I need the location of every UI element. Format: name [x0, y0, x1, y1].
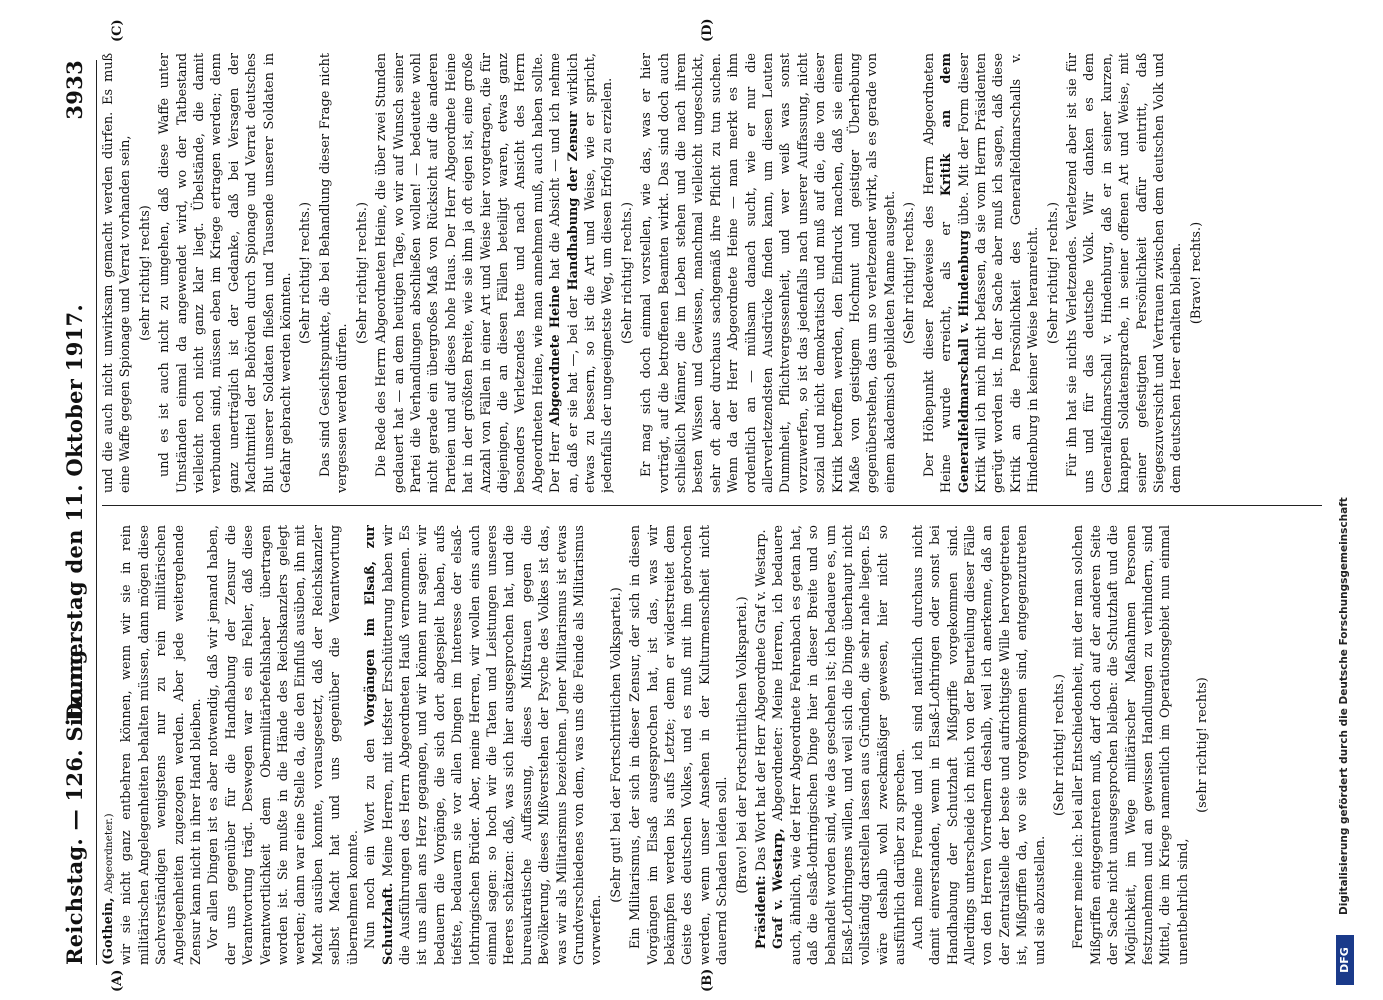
paragraph-body: Meine Herren, mit tiefster Erschütterung haben wir die Ausführungen des Herrn Abgeordneten Hauß vernommen. Es ist uns allen ans Herz gegangen, und wir können nur sagen: wir bedauern die Vorgänge, die sich dort abgespielt haben, aufs tiefste, bedauern sie vor allen Dingen im Interesse der elsaß-lothringischen Brüder. Aber, meine Herren, wir wollen eins auch einmal sagen: so hoch wir die Taten und Leistungen unseres Heeres schätzen: daß, was sich hier ausgesprochen hat, und die bureaukratische Auffassung, dieses Mißtrauen gegen die Bevölkerung, dieses Mißverstehen der Psyche des Volkes ist das, was wir als Militarismus bezeichnen. Jener Militarismus ist etwas Grundverschiedenes von dem, was uns die Feinde als Militarismus vorwerfen.: [380, 525, 605, 965]
paragraph-body: Das Wort hat der Herr Abgeordnete Graf v. Westarp.: [754, 529, 770, 872]
paragraph: [770, 525, 909, 965]
paragraph: und die auch nicht unwirksam gemacht werden dürfen. Es muß eine Waffe gegen Spionage und Verrat vorhanden sein,: [101, 53, 134, 493]
paragraph: [362, 525, 606, 965]
speaker-name: (Gothein,: [101, 897, 116, 965]
paragraph-lead: Nun noch ein Wort zu den: [363, 738, 379, 949]
paragraph: Vor allen Dingen ist es aber notwendig, daß wir jemand haben, der uns gegenüber für die Handhabung der Zensur die Verantwortung trägt. Deswegen war es ein Fehler, daß diese Verantwortlichkeit dem Obermilitärbefehlshaber übertragen worden ist. Sie mußte in die Hände des Reichskanzlers gelegt werden; dann war eine Stelle da, die den Einfluß ausüben, ihn mit Macht ausüben konnte, vorausgesetzt, daß der Reichskanzler selbst Macht hat und uns gegenüber die Verantwortung übernehmen konnte.: [206, 525, 361, 965]
paragraph-body: Meine Herren, ich bedauere auch, ähnlich, wie der Herr Abgeordnete Fehrenbach es getan hat, daß die elsaß-lothringischen Dinge hier in dieser Breite und so behandelt worden sind, wie das geschehen ist; ich bedauere es, um Elsaß-Lothringens willen, und weil sich die Dinge überhaupt nicht vollständig darstellen lassen aus Gründen, die sehr nahe liegen. Es wäre deshalb wohl zweckmäßiger gewesen, hier nicht so ausführlich darüber zu sprechen.: [771, 525, 909, 965]
digitization-sidebar: [1320, 0, 1370, 995]
interjection: (sehr richtig! rechts): [1195, 677, 1211, 813]
paragraph: und es ist auch nicht zu umgehen, daß diese Waffe unter Umständen einmal da angewendet wird, wo der Tatbestand vielleicht noch nicht ganz klar liegt. Übelstände, die damit verbunden sind, müssen eben im Kriege ertragen werden; denn ganz unerträglich ist der Gedanke, daß bei Versagen der Machtmittel der Behörden durch Spionage und Verrat deutsches Blut unserer Soldaten fließen und Tausende unserer Soldaten in Gefahr gebracht werden könnten.: [157, 53, 295, 493]
paragraph-body: übte. Mit der Form dieser Kritik will ich mich nicht befassen, da sie vom Herrn Präsidenten gerügt worden ist. In der Sache aber muß ich sagen, daß diese Kritik an die Persönlichkeit des Generalfeldmarschalls v. Hindenburg in keiner Weise heranreicht.: [956, 53, 1042, 493]
header-rule: [96, 60, 97, 965]
margin-marker-b: (B): [700, 968, 715, 992]
paragraph-lead: Der Höhepunkt dieser Redeweise des Herrn Abgeordneten Heine wurde erreicht, als er: [921, 53, 955, 493]
paragraph-body: wirklich etwas zu bessern, so ist die Art und Weise, wie er spricht, jedenfalls der ungeeignetste Weg, um diesen Erfolg zu erzielen.: [565, 53, 616, 493]
paragraph: [753, 525, 770, 965]
interjection: (Sehr richtig! rechts.): [619, 202, 635, 344]
speaker-continuation: [100, 525, 118, 965]
bold-name: Abgeordnete Heine: [548, 285, 564, 427]
dfg-logo: DFG: [1336, 935, 1354, 985]
interjection: (Sehr gut! bei der Fortschrittlichen Volkspartei.): [608, 587, 624, 903]
paragraph: Ferner meine ich: bei aller Entschiedenheit, mit der man solchen Mißgriffen entgegentreten muß, darf doch auf der anderen Seite der Sache nicht unausgesprochen bleiben: die Schutzhaft und die Möglichkeit, im Wege militärischer Maßnahmen Personen festzunehmen und an gewissen Handlungen zu verhindern, sind Mittel, die im Kriege namentlich im Operationsgebiet nun einmal unentbehrlich sind,: [1071, 525, 1191, 965]
speaker-role: Abgeordneter.): [103, 813, 115, 894]
topic-heading: Handhabung der Zensur: [565, 111, 581, 291]
interjection: (Bravo! bei der Fortschrittlichen Volkspartei.): [734, 596, 750, 894]
paragraph: Er mag sich doch einmal vorstellen, wie das, was er hier vorträgt, auf die betroffenen Beamten wirkt. Das sind doch auch schließlich Männer, die im Leben stehen und die nach ihrem besten Wissen und Gewissen, manchmal vielleicht ungeschickt, sehr oft aber durchaus sachgemäß ihre Pflicht zu tun suchen. Wenn da der Herr Abgeordnete Heine — man merkt es ihm ordentlich an — mühsam danach sucht, wie er nur die allerverletzendsten Ausdrücke finden kann, um diesen Leuten Dummheit, Pflichtvergessenheit, und wer weiß was sonst vorzuwerfen, so ist das jedenfalls nach unserer Auffassung, nicht sozial und nicht demokratisch und muß auf die, die von dieser Kritik betroffen werden, den Eindruck machen, daß sie einem Maße von geistigem Hochmut und geistiger Überhebung gegenüberstehen, das um so verletzender wirkt, als es gerade von einem akademisch gebildeten Manne ausgeht.: [639, 53, 898, 493]
paragraph: [373, 53, 617, 493]
interjection: (Sehr richtig! rechts.): [298, 202, 314, 344]
interjection: (Sehr richtig! rechts.): [1045, 202, 1061, 344]
topic-heading: Vorgängen im Elsaß, zur Schutzhaft.: [363, 525, 396, 965]
column-divider: [102, 505, 1322, 506]
margin-marker-c: (C): [110, 19, 125, 42]
paragraph: Das sind Gesichtspunkte, die bei Behandlung dieser Frage nicht vergessen werden dürfen.: [317, 53, 351, 493]
speaker-name: Graf v. Westarp,: [771, 828, 787, 949]
left-column: [100, 525, 1330, 965]
margin-marker-d: (D): [700, 18, 715, 42]
interjection: (sehr richtig! rechts): [137, 205, 153, 341]
paragraph: Für ihn hat sie nichts Verletzendes. Verletzend aber ist sie für uns und für das deutsche Volk. Wir danken es dem Generalfeldmarschall v. Hindenburg, daß er in seiner kurzen, knappen Soldatensprache, in seiner offenen Art und Weise, mit seiner gefestigten Persönlichkeit dafür eintritt, daß Siegeszuversicht und Vertrauen zwischen dem deutschen Volk und dem deutschen Heer erhalten bleiben.: [1064, 53, 1185, 493]
margin-marker-a: (A): [110, 969, 125, 992]
paragraph: wir sie nicht ganz entbehren können, wenn wir sie in rein militärischen Angelegenheiten behalten müssen, dann mögen diese Sachverständigen wenigstens nur zu rein militärischen Angelegenheiten zugezogen werden. Aber jede weitergehende Zensur kann nicht in ihrer Hand bleiben.: [119, 525, 205, 965]
header-session: Reichstag. — 126. Sitzung.: [62, 641, 87, 965]
page-header: [62, 60, 96, 965]
paragraph: Auch meine Freunde und ich sind natürlich durchaus nicht damit einverstanden, wenn in Elsaß-Lothringen oder sonst bei Handhabung der Schutzhaft Mißgriffe vorgekommen sind. Allerdings unterscheide ich mich von der Beurteilung dieser Fälle von den Herren Vorrednern deshalb, weil ich anerkenne, daß an der Zentralstelle der beste und aufrichtigste Wille hervorgetreten ist, Mißgriffen da, wo sie vorgekommen sind, entgegenzutreten und sie abzustellen.: [910, 525, 1048, 965]
interjection: (Sehr richtig! rechts.): [354, 202, 370, 344]
interjection: (Bravo! rechts.): [1188, 221, 1204, 325]
interjection: (Sehr richtig! rechts.): [1051, 674, 1067, 816]
paragraph-body: hat die Absicht — und ich nehme an, daß er sie hat —, bei der: [548, 53, 581, 493]
paragraph: Ein Militarismus, der sich in dieser Zensur, der sich in diesen Vorgängen im Elsaß ausgesprochen hat, ist das, was wir bekämpfen werden bis aufs Letzte; denn er widerstreitet dem Geiste des deutschen Volkes, und es muß mit ihm gebrochen werden, wenn unser Ansehen in der Kulturmenschheit nicht dauernd Schaden leiden soll.: [628, 525, 731, 965]
right-column: [100, 53, 1330, 493]
speaker-role: Abgeordneter:: [771, 726, 787, 821]
page-number: 3933: [62, 60, 87, 120]
paragraph: [921, 53, 1043, 493]
header-date: Donnerstag den 11. Oktober 1917.: [62, 303, 87, 722]
paragraph-body: Die Rede des Herrn Abgeordneten Heine, die über zwei Stunden gedauert hat — an dem heutigen Tage, wo wir auf Wunsch seiner Partei die Verhandlungen abschließen wollen! — bedeutete wohl nicht gerade ein übergroßes Maß von Rücksicht auf die anderen Parteien und auf dieses hohe Haus. Der Herr Abgeordnete Heine hat in der größten Breite, wie sie ihm ja oft eigen ist, eine große Anzahl von Fällen in einer Art und Weise hier vorgetragen, die für diejenigen, die an diesen Fällen beteiligt waren, etwas ganz besonders Verletzendes hatte und nach Ansicht des Herrn Abgeordneten Heine, wie man annehmen muß, auch haben sollte. Der Herr: [374, 53, 564, 493]
interjection: (Sehr richtig! rechts.): [902, 202, 918, 344]
topic-heading: Kritik an dem Generalfeldmarschall v. Hindenburg: [939, 53, 972, 493]
digitization-credit: Digitalisierung gefördert durch die Deutsche Forschungsgemeinschaft: [1338, 497, 1350, 915]
president-label: Präsident:: [754, 875, 770, 949]
